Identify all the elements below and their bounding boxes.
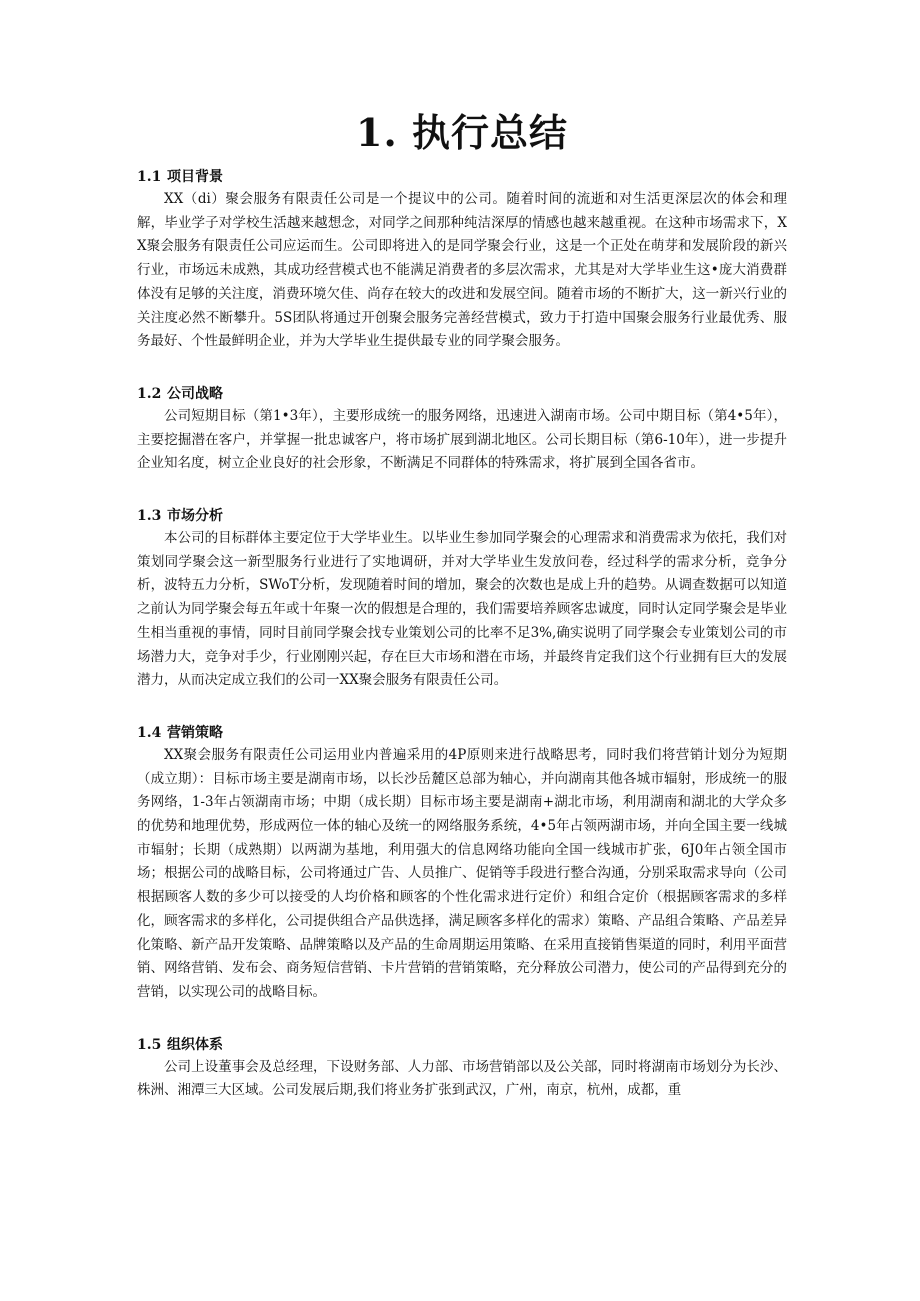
section-heading <box>137 1034 787 1056</box>
section-heading <box>137 383 787 405</box>
section-body: XX聚会服务有限责任公司运用业内普遍采用的4P原则来进行战略思考，同时我们将营销计划分为短期（成立期）：目标市场主要是湖南市场，以长沙岳麓区总部为轴心，并向湖南其他各城市辐射，形成统一的服务网络，1-3年占领湖南市场；中期（成长期）目标市场主要是湖南+湖北市场，利用湖南和湖北的大学众多的优势和地理优势，形成两位一体的轴心及统一的网络服务系统，4•5年占领两湖市场，并向全国主要一线城市辐射；长期（成熟期）以两湖为基地，利用强大的信息网络功能向全国一线城市扩张，6J0年占领全国市场；根据公司的战略目标，公司将通过广告、人员推广、促销等手段进行整合沟通，分别采取需求导向（公司根据顾客人数的多少可以接受的人均价格和顾客的个性化需求进行定价）和组合定价（根据顾客需求的多样化，顾客需求的多样化，公司提供组合产品供选择，满足顾客多样化的需求）策略、产品组合策略、产品差异化策略、新产品开发策略、品牌策略以及产品的生命周期运用策略、在采用直接销售渠道的同时，利用平面营销、网络营销、发布会、商务短信营销、卡片营销的营销策略，充分释放公司潜力，使公司的产品得到充分的营销，以实现公司的战略目标。 <box>137 746 787 1000</box>
section-title: 营销策略 <box>167 724 223 741</box>
document-page <box>137 0 787 1103</box>
section-number: 1.5 <box>137 1036 162 1053</box>
section-project-background <box>137 166 787 354</box>
section-company-strategy <box>137 383 787 476</box>
section-number: 1.4 <box>137 724 162 741</box>
document-title: 1. 执行总结 <box>356 110 568 155</box>
section-title: 公司战略 <box>167 385 223 402</box>
section-number: 1.3 <box>137 508 162 525</box>
section-market-analysis <box>137 505 787 693</box>
section-number: 1.2 <box>137 385 162 402</box>
section-title: 项目背景 <box>167 169 223 185</box>
section-body: 本公司的目标群体主要定位于大学毕业生。以毕业生参加同学聚会的心理需求和消费需求为依托，我们对策划同学聚会这一新型服务行业进行了实地调研，并对大学毕业生发放问卷，经过科学的需求分析，竞争分析，波特五力分析，SWoT分析，发现随着时间的增加，聚会的次数也是成上升的趋势。从调查数据可以知道之前认为同学聚会每五年或十年聚一次的假想是合理的，我们需要培养顾客忠诚度，同时认定同学聚会是毕业生相当重视的事情，同时目前同学聚会找专业策划公司的比率不足3%,确实说明了同学聚会专业策划公司的市场潜力大，竞争对手少，行业刚刚兴起，存在巨大市场和潜在市场，并最终肯定我们这个行业拥有巨大的发展潜力，从而决定成立我们的公司一XX聚会服务有限责任公司。 <box>137 530 787 689</box>
section-body: XX（di）聚会服务有限责任公司是一个提议中的公司。随着时间的流逝和对生活更深层次的体会和理解，毕业学子对学校生活越来越想念，对同学之间那种纯洁深厚的情感也越来越重视。在这种市场需求下，XX聚会服务有限责任公司应运而生。公司即将进入的是同学聚会行业，这是一个正处在萌芽和发展阶段的新兴行业，市场远未成熟，其成功经营模式也不能满足消费者的多层次需求，尤其是对大学毕业生这•庞大消费群体没有足够的关注度，消费环境欠佳、尚存在较大的改进和发展空间。随着市场的不断扩大，这一新兴行业的关注度必然不断攀升。5S团队将通过开创聚会服务完善经营模式，致力于打造中国聚会服务行业最优秀、服务最好、个性最鲜明企业，并为大学毕业生提供最专业的同学聚会服务。 <box>137 191 787 350</box>
section-body: 公司上设董事会及总经理，下设财务部、人力部、市场营销部以及公关部，同时将湖南市场划分为长沙、株洲、湘潭三大区域。公司发展后期,我们将业务扩张到武汉，广州，南京，杭州，成都，重 <box>137 1058 787 1099</box>
section-heading <box>137 722 787 744</box>
section-number: 1.1 <box>137 169 162 185</box>
section-title: 组织体系 <box>167 1036 223 1053</box>
section-organization <box>137 1034 787 1103</box>
section-marketing-strategy <box>137 722 787 1005</box>
section-heading <box>137 505 787 527</box>
section-body: 公司短期目标（第1•3年），主要形成统一的服务网络，迅速进入湖南市场。公司中期目标（第4•5年），主要挖掘潜在客户，并掌握一批忠诚客户，将市场扩展到湖北地区。公司长期目标（第6-10年），进一步提升企业知名度，树立企业良好的社会形象，不断满足不同群体的特殊需求，将扩展到全国各省市。 <box>137 407 787 472</box>
section-heading <box>137 166 787 188</box>
section-title: 市场分析 <box>167 508 223 525</box>
